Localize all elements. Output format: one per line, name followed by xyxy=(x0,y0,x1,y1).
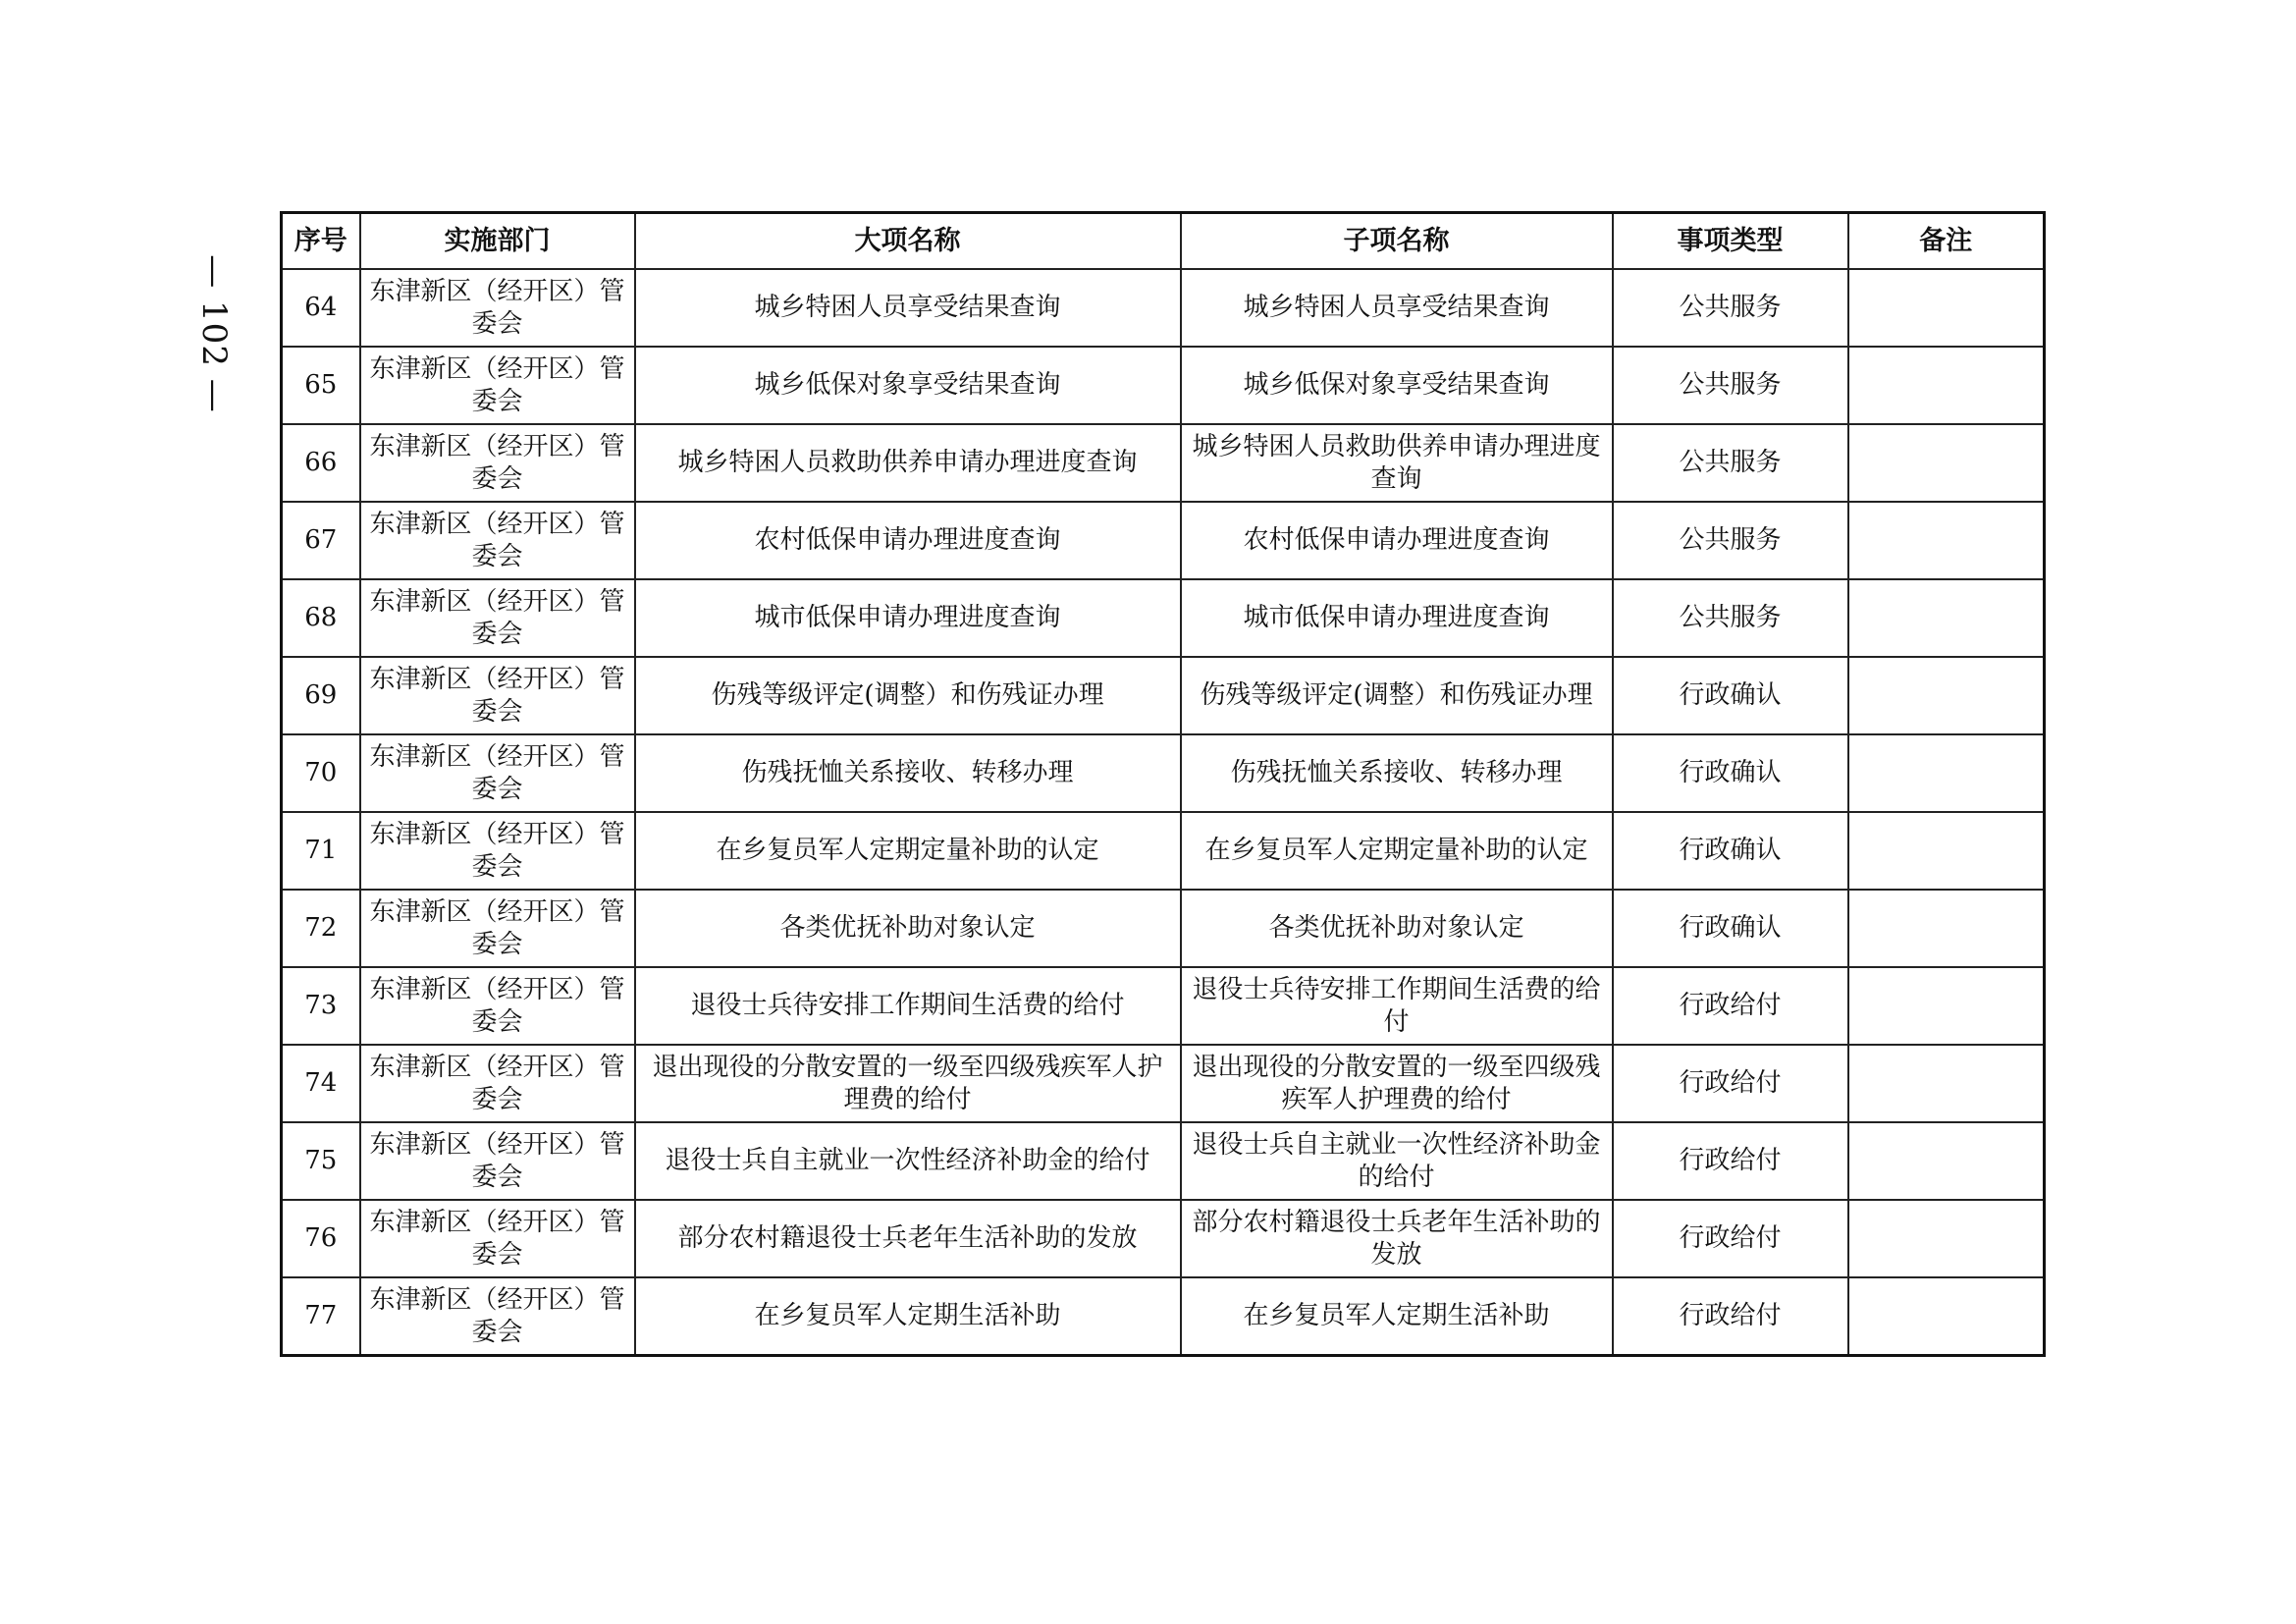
table-row xyxy=(282,1200,2045,1277)
cell-department: 东津新区（经开区）管委会 xyxy=(360,1122,635,1200)
cell-item-type: 公共服务 xyxy=(1613,502,1848,579)
table-row xyxy=(282,1122,2045,1200)
cell-remark xyxy=(1848,579,2045,657)
cell-sub-item: 农村低保申请办理进度查询 xyxy=(1181,502,1613,579)
cell-serial: 67 xyxy=(282,502,360,579)
cell-remark xyxy=(1848,269,2045,347)
items-table xyxy=(280,211,2046,1357)
cell-serial: 66 xyxy=(282,424,360,502)
cell-major-item: 城市低保申请办理进度查询 xyxy=(635,579,1181,657)
cell-department: 东津新区（经开区）管委会 xyxy=(360,734,635,812)
cell-item-type: 行政给付 xyxy=(1613,1277,1848,1356)
header-major-item: 大项名称 xyxy=(635,213,1181,270)
cell-major-item: 退役士兵自主就业一次性经济补助金的给付 xyxy=(635,1122,1181,1200)
cell-serial: 70 xyxy=(282,734,360,812)
cell-remark xyxy=(1848,890,2045,967)
cell-serial: 72 xyxy=(282,890,360,967)
cell-sub-item: 在乡复员军人定期生活补助 xyxy=(1181,1277,1613,1356)
cell-serial: 64 xyxy=(282,269,360,347)
cell-serial: 68 xyxy=(282,579,360,657)
cell-department: 东津新区（经开区）管委会 xyxy=(360,812,635,890)
cell-serial: 73 xyxy=(282,967,360,1045)
header-remark: 备注 xyxy=(1848,213,2045,270)
cell-department: 东津新区（经开区）管委会 xyxy=(360,502,635,579)
cell-remark xyxy=(1848,812,2045,890)
cell-sub-item: 在乡复员军人定期定量补助的认定 xyxy=(1181,812,1613,890)
cell-major-item: 伤残等级评定(调整）和伤残证办理 xyxy=(635,657,1181,734)
cell-department: 东津新区（经开区）管委会 xyxy=(360,967,635,1045)
table-header-row xyxy=(282,213,2045,270)
cell-item-type: 行政确认 xyxy=(1613,734,1848,812)
cell-major-item: 城乡特困人员享受结果查询 xyxy=(635,269,1181,347)
table-row xyxy=(282,657,2045,734)
header-serial: 序号 xyxy=(282,213,360,270)
table-row xyxy=(282,1277,2045,1356)
page-number xyxy=(185,255,243,412)
cell-item-type: 公共服务 xyxy=(1613,347,1848,424)
cell-serial: 75 xyxy=(282,1122,360,1200)
table-row xyxy=(282,424,2045,502)
cell-department: 东津新区（经开区）管委会 xyxy=(360,657,635,734)
cell-remark xyxy=(1848,1122,2045,1200)
cell-major-item: 各类优抚补助对象认定 xyxy=(635,890,1181,967)
cell-major-item: 退出现役的分散安置的一级至四级残疾军人护理费的给付 xyxy=(635,1045,1181,1122)
cell-sub-item: 城乡特困人员享受结果查询 xyxy=(1181,269,1613,347)
table-row xyxy=(282,1045,2045,1122)
cell-serial: 69 xyxy=(282,657,360,734)
cell-item-type: 行政确认 xyxy=(1613,890,1848,967)
cell-department: 东津新区（经开区）管委会 xyxy=(360,1045,635,1122)
table-row xyxy=(282,967,2045,1045)
cell-item-type: 公共服务 xyxy=(1613,579,1848,657)
cell-sub-item: 退役士兵自主就业一次性经济补助金的给付 xyxy=(1181,1122,1613,1200)
cell-remark xyxy=(1848,424,2045,502)
cell-remark xyxy=(1848,1045,2045,1122)
cell-sub-item: 城乡特困人员救助供养申请办理进度查询 xyxy=(1181,424,1613,502)
cell-sub-item: 伤残抚恤关系接收、转移办理 xyxy=(1181,734,1613,812)
cell-item-type: 公共服务 xyxy=(1613,424,1848,502)
cell-department: 东津新区（经开区）管委会 xyxy=(360,347,635,424)
cell-item-type: 行政确认 xyxy=(1613,812,1848,890)
cell-sub-item: 退出现役的分散安置的一级至四级残疾军人护理费的给付 xyxy=(1181,1045,1613,1122)
cell-remark xyxy=(1848,734,2045,812)
cell-department: 东津新区（经开区）管委会 xyxy=(360,269,635,347)
page-number-text: — 102 — xyxy=(194,254,235,413)
cell-item-type: 行政给付 xyxy=(1613,1122,1848,1200)
cell-item-type: 行政给付 xyxy=(1613,1200,1848,1277)
cell-item-type: 公共服务 xyxy=(1613,269,1848,347)
cell-remark xyxy=(1848,1277,2045,1356)
header-item-type: 事项类型 xyxy=(1613,213,1848,270)
table-row xyxy=(282,269,2045,347)
cell-serial: 76 xyxy=(282,1200,360,1277)
cell-major-item: 城乡特困人员救助供养申请办理进度查询 xyxy=(635,424,1181,502)
cell-serial: 71 xyxy=(282,812,360,890)
cell-sub-item: 退役士兵待安排工作期间生活费的给付 xyxy=(1181,967,1613,1045)
cell-major-item: 部分农村籍退役士兵老年生活补助的发放 xyxy=(635,1200,1181,1277)
cell-major-item: 城乡低保对象享受结果查询 xyxy=(635,347,1181,424)
cell-serial: 77 xyxy=(282,1277,360,1356)
table-row xyxy=(282,812,2045,890)
cell-major-item: 农村低保申请办理进度查询 xyxy=(635,502,1181,579)
cell-sub-item: 各类优抚补助对象认定 xyxy=(1181,890,1613,967)
table-row xyxy=(282,502,2045,579)
cell-serial: 65 xyxy=(282,347,360,424)
cell-department: 东津新区（经开区）管委会 xyxy=(360,579,635,657)
cell-serial: 74 xyxy=(282,1045,360,1122)
cell-department: 东津新区（经开区）管委会 xyxy=(360,424,635,502)
header-department: 实施部门 xyxy=(360,213,635,270)
table-row xyxy=(282,890,2045,967)
cell-department: 东津新区（经开区）管委会 xyxy=(360,1200,635,1277)
cell-major-item: 在乡复员军人定期定量补助的认定 xyxy=(635,812,1181,890)
cell-item-type: 行政给付 xyxy=(1613,1045,1848,1122)
cell-department: 东津新区（经开区）管委会 xyxy=(360,890,635,967)
cell-remark xyxy=(1848,502,2045,579)
cell-sub-item: 城乡低保对象享受结果查询 xyxy=(1181,347,1613,424)
cell-item-type: 行政确认 xyxy=(1613,657,1848,734)
cell-remark xyxy=(1848,657,2045,734)
cell-major-item: 退役士兵待安排工作期间生活费的给付 xyxy=(635,967,1181,1045)
cell-sub-item: 伤残等级评定(调整）和伤残证办理 xyxy=(1181,657,1613,734)
table-row xyxy=(282,579,2045,657)
table-row xyxy=(282,347,2045,424)
cell-sub-item: 城市低保申请办理进度查询 xyxy=(1181,579,1613,657)
cell-major-item: 在乡复员军人定期生活补助 xyxy=(635,1277,1181,1356)
cell-department: 东津新区（经开区）管委会 xyxy=(360,1277,635,1356)
cell-remark xyxy=(1848,967,2045,1045)
cell-sub-item: 部分农村籍退役士兵老年生活补助的发放 xyxy=(1181,1200,1613,1277)
cell-remark xyxy=(1848,347,2045,424)
table-row xyxy=(282,734,2045,812)
cell-major-item: 伤残抚恤关系接收、转移办理 xyxy=(635,734,1181,812)
cell-remark xyxy=(1848,1200,2045,1277)
header-sub-item: 子项名称 xyxy=(1181,213,1613,270)
cell-item-type: 行政给付 xyxy=(1613,967,1848,1045)
